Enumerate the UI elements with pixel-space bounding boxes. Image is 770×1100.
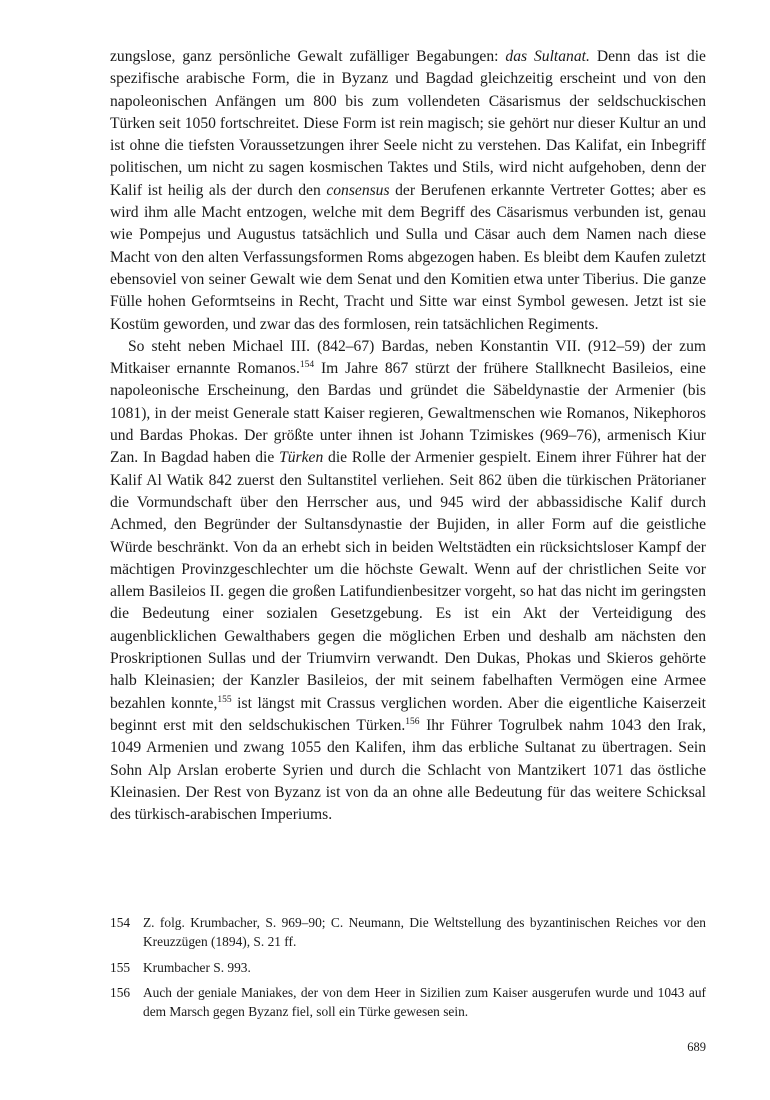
text-run: So steht neben Michael III. (842–67) Bardas, neben Konstantin VII. (912–59) der zum Mitkaiser ernannte Romanos. xyxy=(110,337,706,378)
text-run: Im Jahre 867 stürzt der frühere Stallknecht Basileios, eine napoleonische Erscheinung, den Bardas und gründet die Säbeldynastie der Armenier (bis 1081), in der meist Generale statt Kaiser regieren, Gewaltmenschen wie Romanos, Nikephoros und Bardas Phokas. Der größte unter ihnen ist Johann Tzimiskes (969–76), armenisch Kiur Zan. In Bagdad haben die xyxy=(110,360,706,467)
footnotes xyxy=(110,913,706,1027)
main-text xyxy=(110,46,706,826)
text-run: Denn das ist die spezifische arabische Form, die in Byzanz und Bagdad gleichzeitig erscheint und von den napoleonischen Anfängen um 800 bis zum vollendeten Cäsarismus der seldschuckischen Türken seit 1050 fortschreitet. Diese Form ist rein magisch; sie gehört nur dieser Kultur an und ist ohne die tiefsten Voraussetzungen ihrer Seele nicht zu verstehen. Das Kalifat, ein Inbegriff politischen, um nicht zu sagen kosmischen Taktes und Stils, wird nicht aufgehoben, denn der Kalif ist heilig als der durch den xyxy=(110,48,706,199)
footnote-number: 154 xyxy=(110,915,131,930)
footnote-text: Krumbacher S. 993. xyxy=(143,959,251,975)
footnote-number: 155 xyxy=(110,959,131,975)
text-run: ist längst mit Crassus verglichen worden. Aber die eigentliche Kaiserzeit beginnt erst mit den seldschukischen Türken. xyxy=(110,694,706,734)
text-run: der Berufenen erkannte Vertreter Gottes; aber es wird ihm alle Macht entzogen, welche mit dem Begriff des Cäsarismus verbunden ist, genau wie Pompejus und Augustus tatsächlich und Sulla und Cäsar auch dem Namen nach diese Macht von den alten Verfassungsformen Roms abgezogen haben. Es bleibt dem Kaufen zuletzt ebensoviel von seiner Gewalt wie dem Senat und den Komitien etwa unter Tiberius. Die ganze Fülle hohen Geformtseins in Recht, Tracht und Sitte war einst Symbol gewesen. Jetzt ist sie Kostüm geworden, und zwar das des formlosen, rein tatsächlichen Regiments. xyxy=(110,181,706,333)
footnote-ref-155[interactable]: 155 xyxy=(217,694,232,705)
footnote-number: 156 xyxy=(110,984,131,1000)
footnote-ref-156[interactable]: 156 xyxy=(405,716,420,727)
footnote-154 xyxy=(110,913,706,952)
paragraph-1 xyxy=(110,46,706,336)
footnote-text: Auch der geniale Maniakes, der von dem Heer in Sizilien zum Kaiser ausgerufen wurde und 1043 auf dem Marsch gegen Byzanz fiel, soll ein Türke gewesen sein. xyxy=(143,984,706,1020)
page-number: 689 xyxy=(687,1040,706,1054)
text-run: Ihr Führer Togrulbek nahm 1043 den Irak, 1049 Armenien und zwang 1055 den Kalifen, ihm das erbliche Sultanat zu übertragen. Sein Sohn Alp Arslan eroberte Syrien und durch die Schlacht von Mantzikert 1071 das östliche Kleinasien. Der Rest von Byzanz ist von da an ohne alle Bedeutung für das weitere Schicksal des türkisch-arabischen Imperiums. xyxy=(110,716,706,824)
text-run: die Rolle der Armenier gespielt. Einem ihrer Führer hat der Kalif Al Watik 842 zuerst den Sultanstitel verliehen. Seit 862 üben die türkischen Prätorianer die Vormundschaft über den Herrscher aus, und 945 wird der abbassidische Kalif durch Achmed, den Begründer der Sultansdynastie der Bujiden, in aller Form auf die geistliche Würde beschränkt. Von da an erhebt sich in beiden Weltstädten ein rücksichtsloser Kampf der mächtigen Provinzgeschlechter um die höchste Gewalt. Wenn auf der christlichen Seite vor allem Basileios II. gegen die großen Latifundienbesitzer vorgeht, so hat das nicht im geringsten die Bedeutung einer sozialen Gesetzgebung. Es ist ein Akt der Verteidigung des augenblicklichen Gewalthabers gegen die möglichen Erben und deshalb am nächsten den Proskriptionen Sullas und der Triumvirn verwandt. Den Dukas, Phokas und Skieros gehörte halb Kleinasien; der Kanzler Basileios, der mit seinem fabelhaften Vermögen eine Armee bezahlen konnte, xyxy=(110,449,706,712)
paragraph-2 xyxy=(110,336,706,827)
italic-text: Türken xyxy=(279,449,324,467)
text-run: zungslose, ganz persönliche Gewalt zufälliger Begabungen: xyxy=(110,48,506,65)
italic-text: das Sultanat. xyxy=(505,48,590,65)
footnote-155 xyxy=(110,958,706,977)
footnote-156 xyxy=(110,983,706,1022)
italic-text: consensus xyxy=(326,181,390,199)
footnote-ref-154[interactable]: 154 xyxy=(299,360,315,371)
footnote-text: Z. folg. Krumbacher, S. 969–90; C. Neumann, Die Weltstellung des byzantinischen Reiches vor den Kreuzzügen (1894), S. 21 ff. xyxy=(143,915,706,950)
